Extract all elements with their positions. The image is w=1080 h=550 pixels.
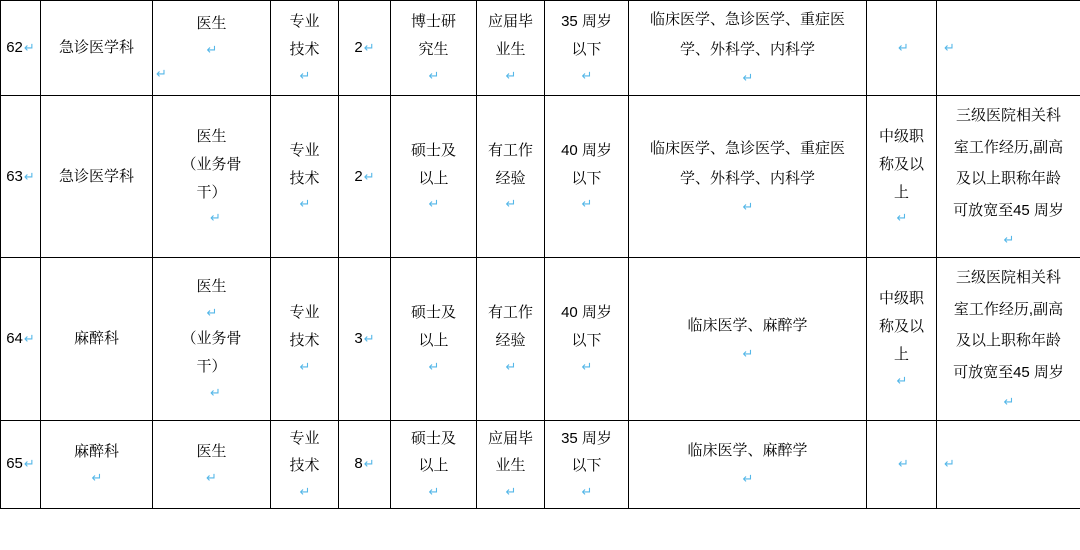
- post-line: [156, 10, 267, 62]
- cell-professional-title: [867, 258, 937, 420]
- cell-headcount: [339, 420, 391, 509]
- cell-education: [391, 1, 477, 96]
- department-text: 麻醉科: [73, 330, 119, 348]
- pilcrow-mark: ↵: [206, 305, 218, 321]
- age-limit-line: [548, 36, 625, 88]
- cell-remark: [937, 96, 1080, 258]
- post-text: （业务骨: [181, 155, 242, 173]
- cell-education: [391, 258, 477, 420]
- cell-post-type: [271, 258, 339, 420]
- table-row: [1, 1, 1080, 96]
- experience-line: [480, 36, 541, 88]
- cell-professional-title: [867, 1, 937, 96]
- pilcrow-mark: ↵: [1003, 232, 1015, 247]
- education-text: 硕士及: [410, 141, 456, 159]
- pilcrow-mark: ↵: [505, 484, 517, 500]
- major-lines: [632, 311, 863, 367]
- serial-number-text: 64: [6, 330, 23, 348]
- pilcrow-mark: ↵: [428, 67, 440, 83]
- major-text: 学、外科学、内科学: [679, 41, 815, 58]
- pilcrow-mark: ↵: [428, 196, 440, 212]
- experience-text: 有工作: [487, 304, 533, 322]
- education-text: 博士研: [410, 13, 456, 31]
- cell-major: [629, 96, 867, 258]
- cell-department: [41, 420, 153, 509]
- remark-text: 及以上职称年龄: [955, 332, 1061, 350]
- experience-text: 有工作: [487, 141, 533, 159]
- experience-lines: [480, 425, 541, 505]
- pilcrow-mark: ↵: [23, 331, 35, 347]
- post-lines: [156, 123, 267, 230]
- pilcrow-mark: ↵: [363, 168, 375, 184]
- department-lines: [44, 34, 149, 62]
- department-text: 急诊医学科: [58, 39, 134, 57]
- remark-text: 及以上职称年龄: [955, 170, 1061, 187]
- post-text: 医生: [196, 443, 227, 461]
- remark-lines: [940, 262, 1077, 415]
- cell-department: [41, 96, 153, 258]
- post-line: [156, 353, 267, 405]
- age-limit-lines: [548, 299, 625, 379]
- experience-line: [480, 452, 541, 504]
- pilcrow-mark: ↵: [742, 471, 754, 487]
- cell-serial-number: [1, 1, 41, 96]
- professional-title-text: 上: [893, 345, 909, 363]
- pilcrow-mark: ↵: [505, 358, 517, 374]
- post-type-lines: [274, 8, 335, 88]
- cell-age-limit: [545, 420, 629, 509]
- education-text: 硕士及: [410, 429, 456, 447]
- age-limit-text: 40 周岁: [561, 141, 612, 159]
- headcount-text: 2: [354, 39, 363, 57]
- cell-major: [629, 1, 867, 96]
- cell-post: [153, 1, 271, 96]
- post-line: [156, 179, 267, 231]
- age-limit-line: [548, 327, 625, 379]
- post-type-text: 专业: [289, 141, 320, 159]
- pilcrow-mark: ↵: [581, 196, 593, 212]
- department-line: [44, 438, 149, 490]
- pilcrow-mark: ↵: [581, 484, 593, 500]
- age-limit-text: 以下: [571, 169, 602, 187]
- cell-education: [391, 420, 477, 509]
- cell-education: [391, 96, 477, 258]
- cell-post-type: [271, 420, 339, 509]
- cell-serial-number: [1, 96, 41, 258]
- remark-text: 三级医院相关科: [955, 107, 1061, 124]
- post-text: 干）: [196, 183, 227, 201]
- post-lines: [156, 273, 267, 404]
- cell-headcount: [339, 1, 391, 96]
- experience-text: 业生: [495, 40, 526, 58]
- post-type-text: 专业: [289, 429, 320, 447]
- post-type-text: 专业: [289, 304, 320, 322]
- major-lines: [632, 134, 863, 220]
- post-type-line: [274, 327, 335, 379]
- experience-lines: [480, 299, 541, 379]
- cell-post: [153, 258, 271, 420]
- major-text: 学、外科学、内科学: [679, 169, 815, 187]
- major-line: [632, 35, 863, 91]
- pilcrow-mark: ↵: [742, 70, 754, 85]
- remark-line: [940, 195, 1077, 254]
- pilcrow-mark: ↵: [742, 345, 754, 361]
- professional-title-line: [870, 341, 933, 393]
- post-text: 医生: [196, 15, 227, 33]
- post-type-lines: [274, 137, 335, 217]
- cell-headcount: [339, 96, 391, 258]
- cell-experience: [477, 1, 545, 96]
- professional-title-text: 中级职: [878, 128, 924, 145]
- post-type-lines: [274, 425, 335, 505]
- post-type-line: [274, 36, 335, 88]
- education-lines: [394, 8, 473, 88]
- post-lines: [156, 438, 267, 490]
- post-type-lines: [274, 299, 335, 379]
- professional-title-lines: [870, 285, 933, 392]
- pilcrow-mark: ↵: [896, 372, 908, 388]
- remark-lines: [940, 100, 1077, 253]
- major-lines: [632, 5, 863, 91]
- major-text: 临床医学、急诊医学、重症医: [649, 139, 845, 157]
- professional-title-lines: [870, 123, 933, 230]
- age-limit-lines: [548, 137, 625, 217]
- department-lines: [44, 163, 149, 191]
- headcount-text: 2: [354, 167, 363, 185]
- pilcrow-mark: ↵: [206, 470, 217, 486]
- major-text: 临床医学、麻醉学: [687, 442, 808, 460]
- age-limit-lines: [548, 425, 625, 505]
- pilcrow-mark: ↵: [23, 40, 35, 56]
- pilcrow-mark: ↵: [428, 484, 440, 500]
- professional-title-text: 称及以: [878, 155, 924, 173]
- post-type-text: 专业: [289, 13, 320, 31]
- post-text: 医生: [196, 278, 227, 296]
- post-type-text: 技术: [289, 169, 320, 187]
- pilcrow-mark: ↵: [944, 456, 955, 472]
- pilcrow-mark: ↵: [898, 39, 909, 55]
- pilcrow-mark: ↵: [299, 67, 311, 83]
- pilcrow-mark: ↵: [1003, 394, 1015, 410]
- cell-serial-number: [1, 420, 41, 509]
- experience-text: 经验: [495, 331, 526, 349]
- pilcrow-mark: ↵: [581, 358, 593, 374]
- remark-text: 室工作经历,副高: [953, 300, 1064, 318]
- experience-text: 业生: [495, 457, 526, 475]
- major-line: [632, 436, 863, 492]
- headcount-text: 3: [354, 330, 363, 348]
- remark-text: 室工作经历,副高: [953, 138, 1064, 156]
- age-limit-line: [548, 165, 625, 217]
- cell-professional-title: [867, 96, 937, 258]
- education-lines: [394, 137, 473, 217]
- cell-department: [41, 1, 153, 96]
- table-row: [1, 258, 1080, 420]
- department-lines: [44, 325, 149, 353]
- pilcrow-mark: ↵: [156, 65, 167, 81]
- age-limit-lines: [548, 8, 625, 88]
- post-type-line: [274, 452, 335, 504]
- headcount-text: 8: [354, 455, 363, 473]
- education-lines: [394, 425, 473, 505]
- education-line: [394, 165, 473, 217]
- age-limit-text: 35 周岁: [561, 429, 612, 447]
- pilcrow-mark: ↵: [742, 198, 754, 214]
- cell-major: [629, 420, 867, 509]
- pilcrow-mark: ↵: [363, 456, 375, 472]
- department-text: 麻醉科: [73, 443, 119, 461]
- remark-text: 三级医院相关科: [955, 269, 1061, 287]
- table-row: [1, 96, 1080, 258]
- cell-remark: [937, 420, 1080, 509]
- cell-post: [153, 96, 271, 258]
- post-type-line: [274, 165, 335, 217]
- education-line: [394, 452, 473, 504]
- department-text: 急诊医学科: [58, 167, 134, 185]
- cell-headcount: [339, 258, 391, 420]
- education-text: 以上: [418, 331, 449, 349]
- age-limit-text: 以下: [571, 40, 602, 58]
- cell-department: [41, 258, 153, 420]
- post-line: [156, 273, 267, 325]
- pilcrow-mark: ↵: [898, 456, 909, 472]
- experience-lines: [480, 8, 541, 88]
- pilcrow-mark: ↵: [210, 210, 221, 226]
- professional-title-text: 称及以: [878, 318, 924, 336]
- remark-line: [940, 357, 1077, 416]
- pilcrow-mark: ↵: [210, 384, 221, 400]
- cell-remark: [937, 258, 1080, 420]
- pilcrow-mark: ↵: [944, 39, 955, 55]
- experience-text: 应届毕: [487, 429, 533, 447]
- education-lines: [394, 299, 473, 379]
- age-limit-text: 40 周岁: [561, 304, 612, 322]
- post-type-text: 技术: [289, 457, 320, 475]
- post-text: 干）: [196, 357, 227, 375]
- cell-experience: [477, 96, 545, 258]
- pilcrow-mark: ↵: [363, 40, 375, 56]
- pilcrow-mark: ↵: [23, 168, 35, 184]
- cell-serial-number: [1, 258, 41, 420]
- experience-line: [480, 327, 541, 379]
- age-limit-line: [548, 452, 625, 504]
- experience-lines: [480, 137, 541, 217]
- professional-title-text: 中级职: [878, 290, 924, 308]
- pilcrow-mark: ↵: [428, 358, 440, 374]
- table-body: [1, 1, 1080, 509]
- age-limit-text: 35 周岁: [561, 13, 612, 31]
- cell-major: [629, 258, 867, 420]
- serial-number-text: 63: [6, 167, 23, 185]
- cell-remark: [937, 1, 1080, 96]
- pilcrow-mark: ↵: [299, 484, 311, 500]
- table-row: [1, 420, 1080, 509]
- major-line: [632, 311, 863, 367]
- major-line: [632, 164, 863, 220]
- post-text: （业务骨: [181, 330, 242, 348]
- pilcrow-mark: ↵: [581, 67, 593, 83]
- major-text: 临床医学、麻醉学: [687, 316, 808, 334]
- cell-experience: [477, 420, 545, 509]
- age-limit-text: 以下: [571, 331, 602, 349]
- cell-post-type: [271, 96, 339, 258]
- experience-text: 经验: [495, 169, 526, 187]
- major-lines: [632, 436, 863, 492]
- post-text: 医生: [196, 128, 227, 145]
- professional-title-text: 上: [893, 183, 909, 201]
- post-type-text: 技术: [289, 40, 320, 58]
- professional-title-line: [870, 179, 933, 231]
- pilcrow-mark: ↵: [896, 210, 908, 226]
- serial-number-text: 62: [6, 39, 23, 57]
- education-text: 硕士及: [410, 304, 456, 322]
- experience-text: 应届毕: [487, 13, 533, 31]
- post-type-text: 技术: [289, 331, 320, 349]
- experience-line: [480, 165, 541, 217]
- pilcrow-mark: ↵: [505, 67, 517, 83]
- serial-number-text: 65: [6, 455, 23, 473]
- remark-text: 可放宽至45 周岁: [953, 363, 1064, 381]
- age-limit-text: 以下: [571, 457, 602, 475]
- major-text: 临床医学、急诊医学、重症医: [649, 11, 845, 28]
- pilcrow-mark: ↵: [299, 196, 311, 212]
- pilcrow-mark: ↵: [23, 456, 35, 472]
- pilcrow-mark: ↵: [505, 196, 517, 212]
- cell-age-limit: [545, 258, 629, 420]
- pilcrow-mark: ↵: [299, 358, 311, 374]
- cell-age-limit: [545, 1, 629, 96]
- pilcrow-mark: ↵: [363, 331, 375, 347]
- post-lines: [156, 10, 267, 86]
- cell-experience: [477, 258, 545, 420]
- department-lines: [44, 438, 149, 490]
- pilcrow-mark: ↵: [91, 470, 103, 486]
- education-text: 以上: [418, 169, 449, 187]
- cell-age-limit: [545, 96, 629, 258]
- cell-professional-title: [867, 420, 937, 509]
- education-text: 究生: [418, 40, 449, 58]
- pilcrow-mark: ↵: [206, 41, 218, 57]
- remark-text: 可放宽至45 周岁: [953, 201, 1064, 219]
- education-line: [394, 327, 473, 379]
- education-line: [394, 36, 473, 88]
- cell-post: [153, 420, 271, 509]
- education-text: 以上: [418, 457, 449, 475]
- cell-post-type: [271, 1, 339, 96]
